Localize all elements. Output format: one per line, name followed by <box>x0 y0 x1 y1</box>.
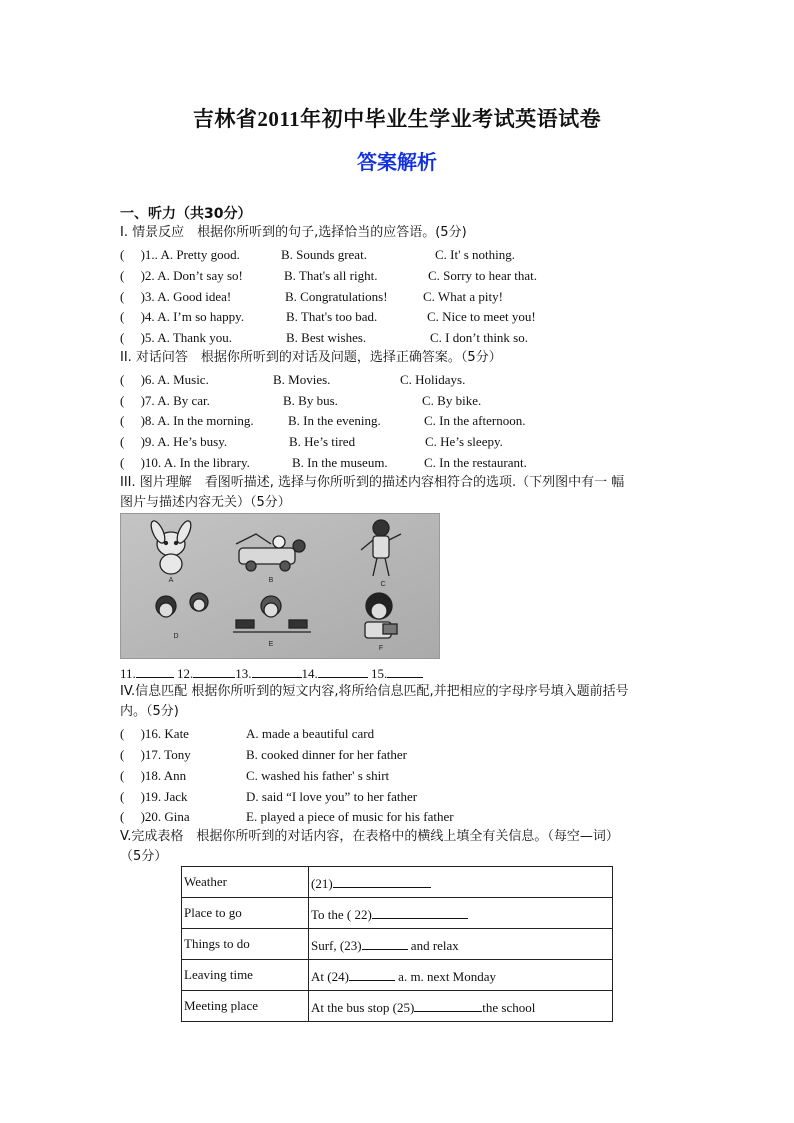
table-value-prefix: (21) <box>311 875 333 891</box>
question-option-b: B. That's all right. <box>284 268 378 283</box>
table-value-prefix: At (24) <box>311 968 349 984</box>
question-option-a: ( )2. A. Don’t say so! <box>120 268 243 283</box>
question-option-b: B. Movies. <box>273 372 331 387</box>
pictures-illustration <box>121 514 439 658</box>
listening-pictures <box>120 513 440 659</box>
match-name: ( )18. Ann <box>120 768 187 783</box>
fill-blank[interactable] <box>349 966 395 981</box>
answer-blank[interactable] <box>252 663 302 678</box>
answer-key-subtitle: 答案解析 <box>357 152 437 174</box>
match-name: ( )19. Jack <box>120 789 188 804</box>
question-option-a: ( )5. A. Thank you. <box>120 330 233 345</box>
part4-instruction-line2: 内。（5分) <box>120 704 179 719</box>
match-option: C. washed his father' s shirt <box>246 768 390 783</box>
table-row <box>182 898 613 929</box>
fill-blank[interactable] <box>414 997 482 1012</box>
question-option-c: C. Nice to meet you! <box>427 309 536 324</box>
picture-label: B <box>268 577 274 584</box>
exam-title: 吉林省2011年初中毕业生学业考试英语试卷 <box>192 107 602 131</box>
question-option-b: B. Best wishes. <box>286 330 367 345</box>
match-option: D. said “I love you” to her father <box>246 789 418 804</box>
match-option: B. cooked dinner for her father <box>246 747 407 762</box>
question-option-a: ( )10. A. In the library. <box>120 455 250 470</box>
table-value-prefix: Surf, (23) <box>311 937 362 953</box>
match-name: ( )20. Gina <box>120 809 190 824</box>
question-option-a: ( )3. A. Good idea! <box>120 289 232 304</box>
question-option-b: B. Congratulations! <box>285 289 388 304</box>
question-option-b: B. That's too bad. <box>286 309 378 324</box>
question-option-a: ( )1.. A. Pretty good. <box>120 247 240 262</box>
answer-label: 15. <box>371 666 388 681</box>
part1-instruction: I. 情景反应 根据你所听到的句子,选择恰当的应答语。(5分) <box>120 225 467 240</box>
question-option-c: C. Holidays. <box>400 372 466 387</box>
question-option-c: C. It' s nothing. <box>435 247 515 262</box>
table-row <box>182 867 613 898</box>
table-row <box>182 929 613 960</box>
fill-blank[interactable] <box>362 935 408 950</box>
table-value <box>309 898 613 929</box>
table-value <box>309 867 613 898</box>
answer-label: 11. <box>120 666 136 681</box>
answer-label: 13. <box>235 666 252 681</box>
table-value <box>309 960 613 991</box>
question-option-a: ( )6. A. Music. <box>120 372 209 387</box>
table-row <box>182 991 613 1022</box>
question-option-c: C. What a pity! <box>423 289 503 304</box>
answer-blank[interactable] <box>136 663 174 678</box>
picture-label: D <box>173 633 179 640</box>
question-option-a: ( )8. A. In the morning. <box>120 413 254 428</box>
table-value-suffix: a. m. next Monday <box>394 968 497 984</box>
table-key: Place to go <box>182 898 309 929</box>
match-name: ( )16. Kate <box>120 726 189 741</box>
part2-instruction: II. 对话问答 根据你所听到的对话及问题，选择正确答案。（5分） <box>120 350 502 365</box>
table-key: Meeting place <box>182 991 309 1022</box>
table-key: Things to do <box>182 929 309 960</box>
picture-label: E <box>268 641 274 648</box>
question-option-c: C. He’s sleepy. <box>425 434 503 449</box>
part5-instruction-line1: V.完成表格 根据你所听到的对话内容，在表格中的横线上填全有关信息。（每空—词） <box>120 829 619 844</box>
match-option: A. made a beautiful card <box>246 726 375 741</box>
table-value-suffix: and relax <box>407 937 459 953</box>
question-option-c: C. I don’t think so. <box>430 330 528 345</box>
table-value-prefix: To the ( 22) <box>311 906 372 922</box>
fill-blank[interactable] <box>333 873 431 888</box>
answer-blank[interactable] <box>318 663 368 678</box>
question-option-c: C. In the restaurant. <box>424 455 527 470</box>
table-key: Leaving time <box>182 960 309 991</box>
match-name: ( )17. Tony <box>120 747 191 762</box>
picture-label: F <box>378 645 384 652</box>
question-option-a: ( )4. A. I’m so happy. <box>120 309 245 324</box>
question-option-b: B. In the evening. <box>288 413 381 428</box>
question-option-a: ( )7. A. By car. <box>120 393 210 408</box>
question-option-c: C. In the afternoon. <box>424 413 526 428</box>
part4-instruction-line1: IV.信息匹配 根据你所听到的短文内容,将所给信息匹配,并把相应的字母序号填入题前括号 <box>120 684 629 699</box>
answer-label: 14. <box>301 666 318 681</box>
picture-answer-blanks <box>120 663 423 683</box>
table-row <box>182 960 613 991</box>
answer-blank[interactable] <box>387 663 423 678</box>
section-heading-listening: 一、听力（共30分） <box>120 206 252 222</box>
question-option-b: B. Sounds great. <box>281 247 367 262</box>
table-value-suffix: the school <box>482 999 536 1015</box>
info-table <box>181 866 613 1022</box>
table-key: Weather <box>182 867 309 898</box>
fill-blank[interactable] <box>372 904 468 919</box>
match-option: E. played a piece of music for his father <box>246 809 454 824</box>
picture-label: A <box>168 577 174 584</box>
part3-instruction-line1: III. 图片理解 看图听描述, 选择与你所听到的描述内容相符合的选项.（下列图中有一 幅 <box>120 475 625 490</box>
picture-label: C <box>380 581 386 588</box>
question-option-a: ( )9. A. He’s busy. <box>120 434 228 449</box>
question-option-c: C. By bike. <box>422 393 482 408</box>
answer-label: 12. <box>177 666 194 681</box>
question-option-b: B. By bus. <box>283 393 338 408</box>
answer-blank[interactable] <box>193 663 235 678</box>
table-value <box>309 991 613 1022</box>
part5-instruction-line2: （5分） <box>120 849 168 864</box>
question-option-b: B. In the museum. <box>292 455 388 470</box>
part3-instruction-line2: 图片与描述内容无关）（5分） <box>120 495 291 510</box>
question-option-b: B. He’s tired <box>289 434 356 449</box>
table-value-prefix: At the bus stop (25) <box>311 999 415 1015</box>
question-option-c: C. Sorry to hear that. <box>428 268 538 283</box>
table-value <box>309 929 613 960</box>
